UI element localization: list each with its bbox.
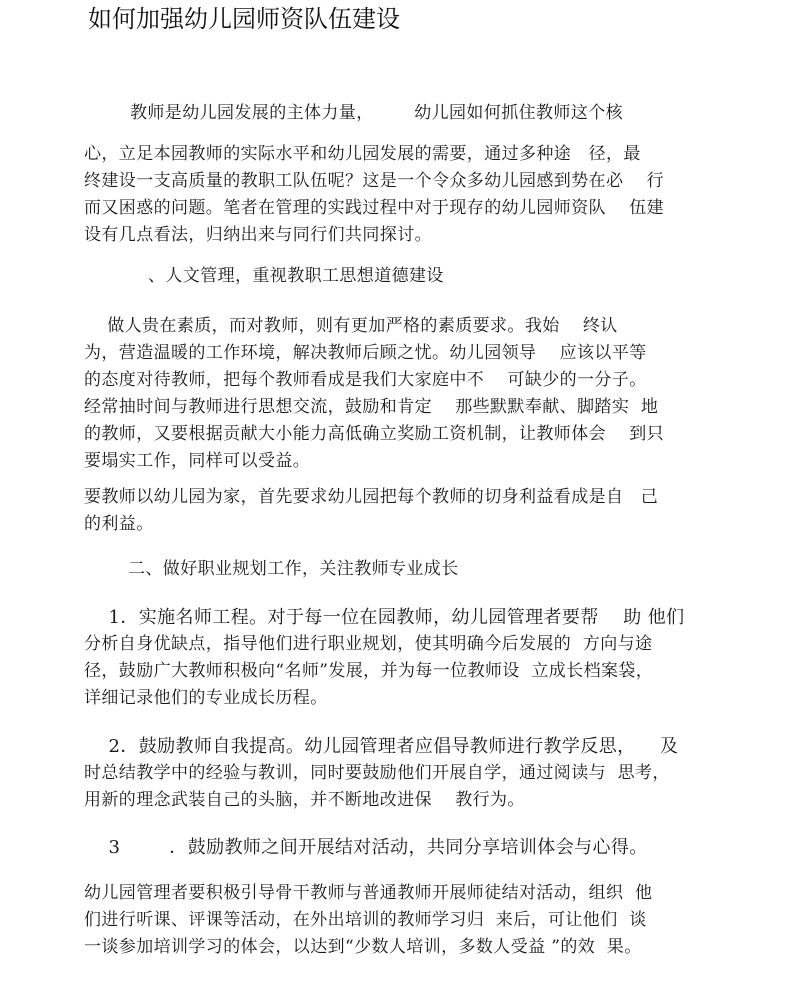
section-heading-text: 二、做好职业规划工作，关注教师专业成长: [128, 559, 459, 579]
text-line: 做人贵在素质，而对教师，则有更加严格的素质要求。我始 终认: [84, 316, 618, 336]
paragraph-2: [84, 484, 724, 538]
text-line: 心，立足本园教师的实际水平和幼儿园发展的需要，通过多种途 径，最: [84, 144, 641, 164]
section-heading-2: [128, 556, 768, 583]
text-line: 详细记录他们的专业成长历程。: [84, 688, 328, 708]
text-line: 2．鼓励教师自我提高。幼儿园管理者应倡导教师进行教学反思， 及: [84, 736, 679, 757]
intro-first-line: [130, 100, 770, 127]
document-title: 如何加强幼儿园师资队伍建设: [88, 5, 400, 33]
text-line: 设有几点看法，归纳出来与同行们共同探讨。: [84, 225, 432, 245]
text-line: 3 ．鼓励教师之间开展结对活动，共同分享培训体会与心得。: [84, 837, 648, 858]
text-line: 幼儿园管理者要积极引导骨干教师与普通教师开展师徒结对活动，组织 他: [84, 883, 653, 903]
paragraph-3: [84, 880, 724, 961]
section-heading-1: [148, 263, 788, 290]
text-line: 们进行听课、评课等活动，在外出培训的教师学习归 来后，可让他们 谈: [84, 910, 647, 930]
list-item-3: [84, 834, 724, 861]
text-line: 要教师以幼儿园为家，首先要求幼儿园把每个教师的切身利益看成是自 己: [84, 487, 659, 507]
paragraph-1: [84, 313, 724, 475]
text-line: 用新的理念武装自己的头脑，并不断地改进保 教行为。: [84, 790, 525, 810]
text-line: 1．实施名师工程。对于每一位在园教师，幼儿园管理者要帮 助 他们: [84, 607, 685, 628]
section-heading-text: 、人文管理，重视教职工思想道德建设: [148, 266, 444, 286]
text-line: 的态度对待教师，把每个教师看成是我们大家庭中不 可缺少的一分子。: [84, 370, 647, 390]
text-line: 一谈参加培训学习的体会，以达到“少数人培训，多数人受益 ”的效 果。: [84, 937, 642, 957]
text-line: 终建设一支高质量的教职工队伍呢？这是一个令众多幼儿园感到势在必 行: [84, 171, 665, 191]
text-line: 教师是幼儿园发展的主体力量， 幼儿园如何抓住教师这个核: [130, 103, 624, 123]
text-line: 分析自身优缺点，指导他们进行职业规划，使其明确今后发展的 方向与途: [84, 634, 653, 654]
text-line: 要塌实工作，同样可以受益。: [84, 451, 311, 471]
text-line: 时总结教学中的经验与教训，同时要鼓励他们开展自学，通过阅读与 思考，: [84, 763, 670, 783]
intro-paragraph: [84, 141, 724, 249]
text-line: 的教师，又要根据贡献大小能力高低确立奖励工资机制，让教师体会 到只: [84, 424, 665, 444]
text-line: 为，营造温暖的工作环境，解决教师后顾之忧。幼儿园领导 应该以平等: [84, 343, 647, 363]
text-line: 径，鼓励广大教师积极向“名师”发展，并为每一位教师设 立成长档案袋，: [84, 661, 654, 681]
text-line: 而又困惑的问题。笔者在管理的实践过程中对于现存的幼儿园师资队 伍建: [84, 198, 665, 218]
list-item-1: [84, 604, 724, 712]
text-line: 的利益。: [84, 514, 154, 534]
list-item-2: [84, 733, 724, 814]
text-line: 经常抽时间与教师进行思想交流，鼓励和肯定 那些默默奉献、脚踏实 地: [84, 397, 659, 417]
